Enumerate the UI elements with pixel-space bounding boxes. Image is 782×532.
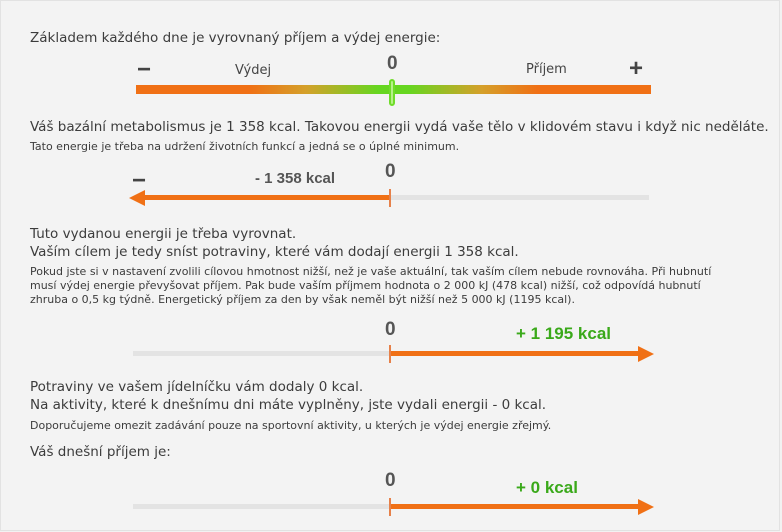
- balance-marker: [389, 79, 395, 106]
- activity-note: Doporučujeme omezit zadávání pouze na sportovní aktivity, u kterých je výdej energie zřejmý.: [30, 419, 552, 432]
- today-intake-value: + 0 kcal: [516, 478, 578, 497]
- goal-intake-value: + 1 195 kcal: [516, 324, 612, 343]
- activity-text-1: Potraviny ve vašem jídelníčku vám dodaly 0 kcal.: [30, 379, 364, 395]
- bmr-text: Váš bazální metabolismus je 1 358 kcal. Takovou energii vydá vaše tělo v klidovém stavu i když nic neděláte.: [30, 119, 769, 135]
- minus-icon: −: [137, 56, 152, 83]
- bmr-expenditure-bar: [143, 195, 391, 200]
- bmr-zero-label: 0: [385, 161, 396, 182]
- today-track: [133, 504, 391, 509]
- intake-label: Příjem: [526, 62, 567, 77]
- goal-intake-bar: [391, 351, 641, 356]
- activity-text-2: Na aktivity, které k dnešnímu dni máte vyplněny, jste vydali energii - 0 kcal.: [30, 397, 547, 413]
- goal-text-1: Tuto vydanou energii je třeba vyrovnat.: [30, 226, 297, 242]
- goal-zero-tick: [389, 345, 391, 363]
- bmr-minus-icon: −: [132, 167, 147, 194]
- goal-arrowhead: [638, 346, 654, 362]
- goal-note: Pokud jste si v nastavení zvolili cílovou hmotnost nižší, než je vaše aktuální, tak vaším cílem nebude rovnováha. Při hubnutí musí výdej energie převyšovat příjem. Pak bude vaším příjmem hodnota o 2 000 kJ (478 kcal) nižší, což odpovídá hubnutí zhruba o 0,5 kg týdně. Energetický příjem za den by však neměl být nižší než 5 000 kJ (1195 kcal).: [30, 265, 712, 306]
- goal-zero-label: 0: [385, 319, 396, 340]
- today-arrowhead: [638, 499, 654, 515]
- today-zero-label: 0: [385, 470, 396, 491]
- today-intake-bar: [391, 504, 641, 509]
- balance-heading: Základem každého dne je vyrovnaný příjem a výdej energie:: [30, 30, 441, 46]
- goal-track: [133, 351, 391, 356]
- bmr-track: [391, 195, 649, 200]
- balance-zero-label: 0: [387, 53, 398, 74]
- goal-text-2: Vaším cílem je tedy sníst potraviny, které vám dodají energii 1 358 kcal.: [30, 244, 519, 260]
- bmr-note: Tato energie je třeba na udržení životních funkcí a jedná se o úplné minimum.: [30, 140, 460, 153]
- plus-icon: +: [629, 55, 644, 82]
- bmr-zero-tick: [389, 189, 391, 207]
- today-heading: Váš dnešní příjem je:: [30, 444, 171, 460]
- spend-label: Výdej: [235, 63, 272, 78]
- today-zero-tick: [389, 498, 391, 516]
- bmr-value: - 1 358 kcal: [255, 170, 336, 187]
